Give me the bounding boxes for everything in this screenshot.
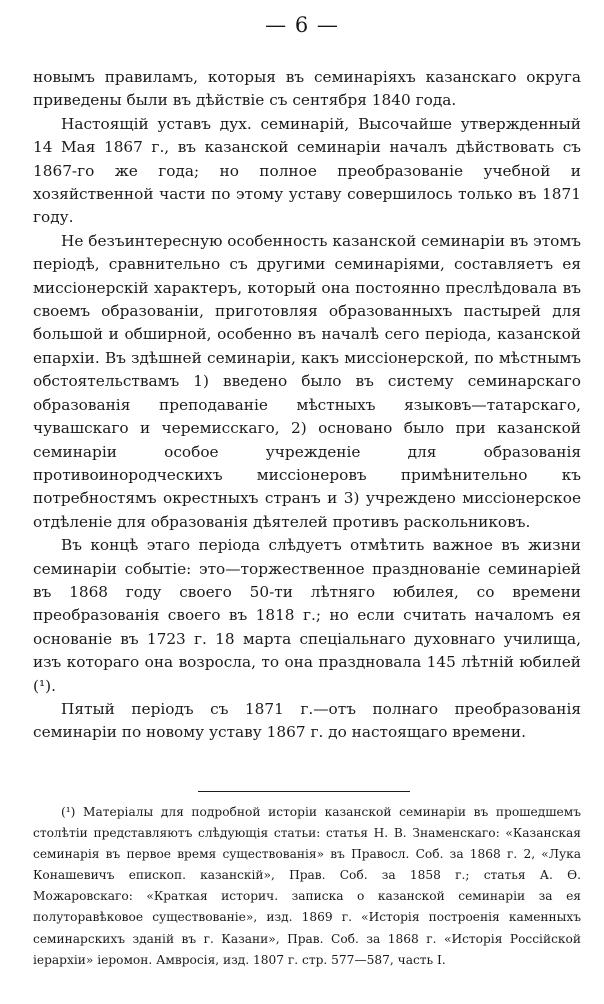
paragraph-2: Настоящій уставъ дух. семинарій, Высочайше утвержденный 14 Мая 1867 г., въ казанской семинаріи началъ дѣйствовать съ 1867-го же года; но полное преобразованіе учебной и хозяйственной части по этому уставу совершилось только въ 1871 году. [33, 114, 581, 227]
page-number: — 6 — [265, 13, 339, 37]
footnote-divider [198, 791, 410, 792]
footnotes [33, 802, 581, 971]
paragraph-4: Въ концѣ этаго періода слѣдуетъ отмѣтить важное въ жизни семинаріи событіе: это—торжественное празднованіе семинаріей въ 1868 году своего 50-ти лѣтняго юбилея, со времени преобразованія своего въ 1818 г.; но если считать началомъ ея основаніе въ 1723 г. 18 марта спеціальнаго духовнаго училища, изъ котораго она возросла, то она праздновала 145 лѣтній юбилей (¹). [33, 536, 581, 695]
paragraph-1: новымъ правиламъ, которыя въ семинаріяхъ казанскаго округа приведены были въ дѣйствіе съ сентября 1840 года. [33, 68, 581, 110]
paragraph-3: Не безъинтересную особенность казанской семинаріи въ этомъ періодѣ, сравнительно съ другими семинаріями, составляетъ ея миссіонерскій характеръ, который она постоянно преслѣдовала въ своемъ образованіи, приготовляя образованныхъ пастырей для большой и обширной, особенно въ началѣ сего періода, казанской епархіи. Въ здѣшней семинаріи, какъ миссіонерской, по мѣстнымъ обстоятельствамъ 1) введено было въ систему семинарскаго образованія преподаваніе мѣстныхъ языковъ—татарскаго, чувашскаго и черемисскаго, 2) основано было при казанской семинаріи особое учрежденіе для образованія противоинородческихъ миссіонеровъ примѣнительно къ потребностямъ окрестныхъ странъ и 3) учреждено миссіонерское отдѣленіе для образованія дѣятелей противъ раскольниковъ. [33, 231, 581, 531]
footnote-1: (¹) Матеріалы для подробной исторіи казанской семинаріи въ прошедшемъ столѣтіи представляютъ слѣдующія статьи: статья Н. В. Знаменскаго: «Казанская семинарія въ первое время существованія» въ Правосл. Соб. за 1868 г. 2, «Лука Конашевичъ епископ. казанскій», Прав. Соб. за 1858 г.; статья А. Ѳ. Можаровскаго: «Краткая историч. записка о казанской семинаріи за ея полуторавѣковое существованіе», изд. 1869 г. «Исторія построенія каменныхъ семинарскихъ зданій въ г. Казани», Прав. Соб. за 1868 г. «Исторія Россійской іерархіи» іеромон. Амвросія, изд. 1807 г. стр. 577—587, часть I. [33, 805, 581, 967]
paragraph-5: Пятый періодъ съ 1871 г.—отъ полнаго преобразованія семинаріи по новому уставу 1867 г. до настоящаго времени. [33, 699, 581, 742]
body-text [33, 66, 581, 745]
